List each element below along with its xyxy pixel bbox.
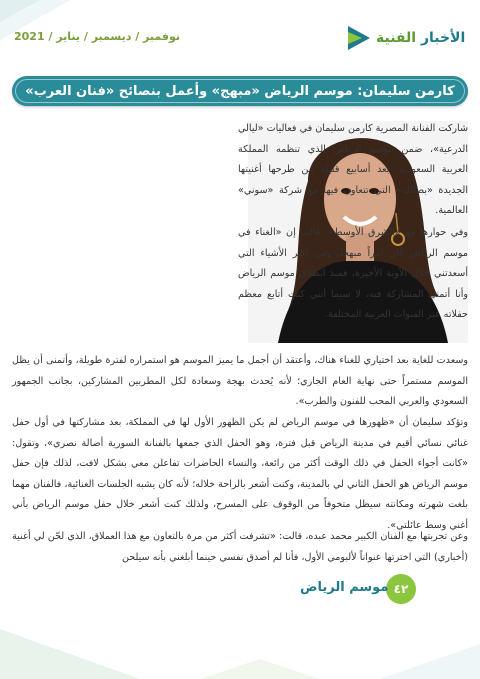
section-label: موسم الرياض — [300, 580, 389, 595]
footer-decoration — [0, 589, 480, 679]
issue-date: نوفمبر / ديسمبر / يناير / 2021 — [14, 30, 180, 43]
logo-text: الأخبار الفنية — [376, 30, 466, 46]
page-number-badge: ٤٢ — [386, 574, 416, 604]
article-title: كارمن سليمان: موسم الرياض «مبهج» وأعمل بنصائح «فنان العرب» — [25, 83, 455, 99]
article-paragraph-1: شاركت الفنانة المصرية كارمن سليمان في فعاليات «ليالي الدرعية»، ضمن موسم الرياض الذي تنظمه المملكة العربية السعودية، بعد أسابيع قليلة من طرحها أغنيتها الجديدة «بصالك» التي تتعاون فيها مع شركة «سوني» العالمية. — [238, 123, 468, 216]
article-paragraph-5: وعن تجربتها مع الفنان الكبير محمد عبده، قالت: «تشرفت أكثر من مرة بالتعاون مع هذا العملاق، الذي لحّن لي أغنية (أخباري) التي اخترتها عنواناً لألبومي الأول، فأنا لم أصدق نفسي حينما أبلغني بأنه سيلحن — [12, 531, 468, 563]
page-header — [14, 18, 466, 58]
logo-triangle-icon — [346, 24, 372, 52]
article-paragraph-3: وسعدت للغاية بعد اختياري للغناء هناك، وأعتقد أن أجمل ما يميز الموسم هو استمراره لفترة طويلة، وأتمنى أن يظل الموسم مستمراً حتى نهاية العام الجاري؛ لأنه يُحدث بهجة وسعادة لكل المطربين المشاركين، بجانب الجمهور السعودي والعربي المحب للفنون والطرب». — [12, 355, 468, 407]
article-title-bar — [12, 76, 468, 106]
article-paragraph-2: وفي حوارها مع «الشرق الأوسط»، قالت إن «الغناء في موسم الرياض كان أمراً مبهجاً، ومن أكثر الأشياء التي أسعدتني خلال الآونة الأخيرة، فمنذ انطلاق موسم الرياض وأنا أتمنى المشاركة فيه، لا سيما أنني كنت أتابع معظم حفلاته عبر القنوات العربية المختلفة. — [238, 227, 468, 320]
article-paragraph-4: وتؤكد سليمان أن «ظهورها في موسم الرياض لم يكن الظهور الأول لها في المملكة، بعد مشاركتها في أول حفل غنائي نسائي أقيم في مدينة الرياض قبل فترة، وهو الحفل الذي جمعها بالفنانة السورية أصالة نصري»، وتقول: «كانت أجواء الحفل في ذلك الوقت أكثر من رائعة، والنساء الحاضرات تفاعلن معي بشكل لافت، لذلك فإن حفل موسم الرياض هو الحفل الثاني لي بالمدينة، وكنت أشعر بالراحة خلاله؛ لأنه كان يشبه الجلسات الغنائية، فالفنان مهما بلغت شهرته ومكانته سيظل متخوفاً من الوقوف على المسرح، ولذلك كنت أشعر خلال حفل موسم الرياض بأني أغني وسط عائلتي». — [12, 417, 468, 531]
magazine-logo — [346, 20, 466, 56]
